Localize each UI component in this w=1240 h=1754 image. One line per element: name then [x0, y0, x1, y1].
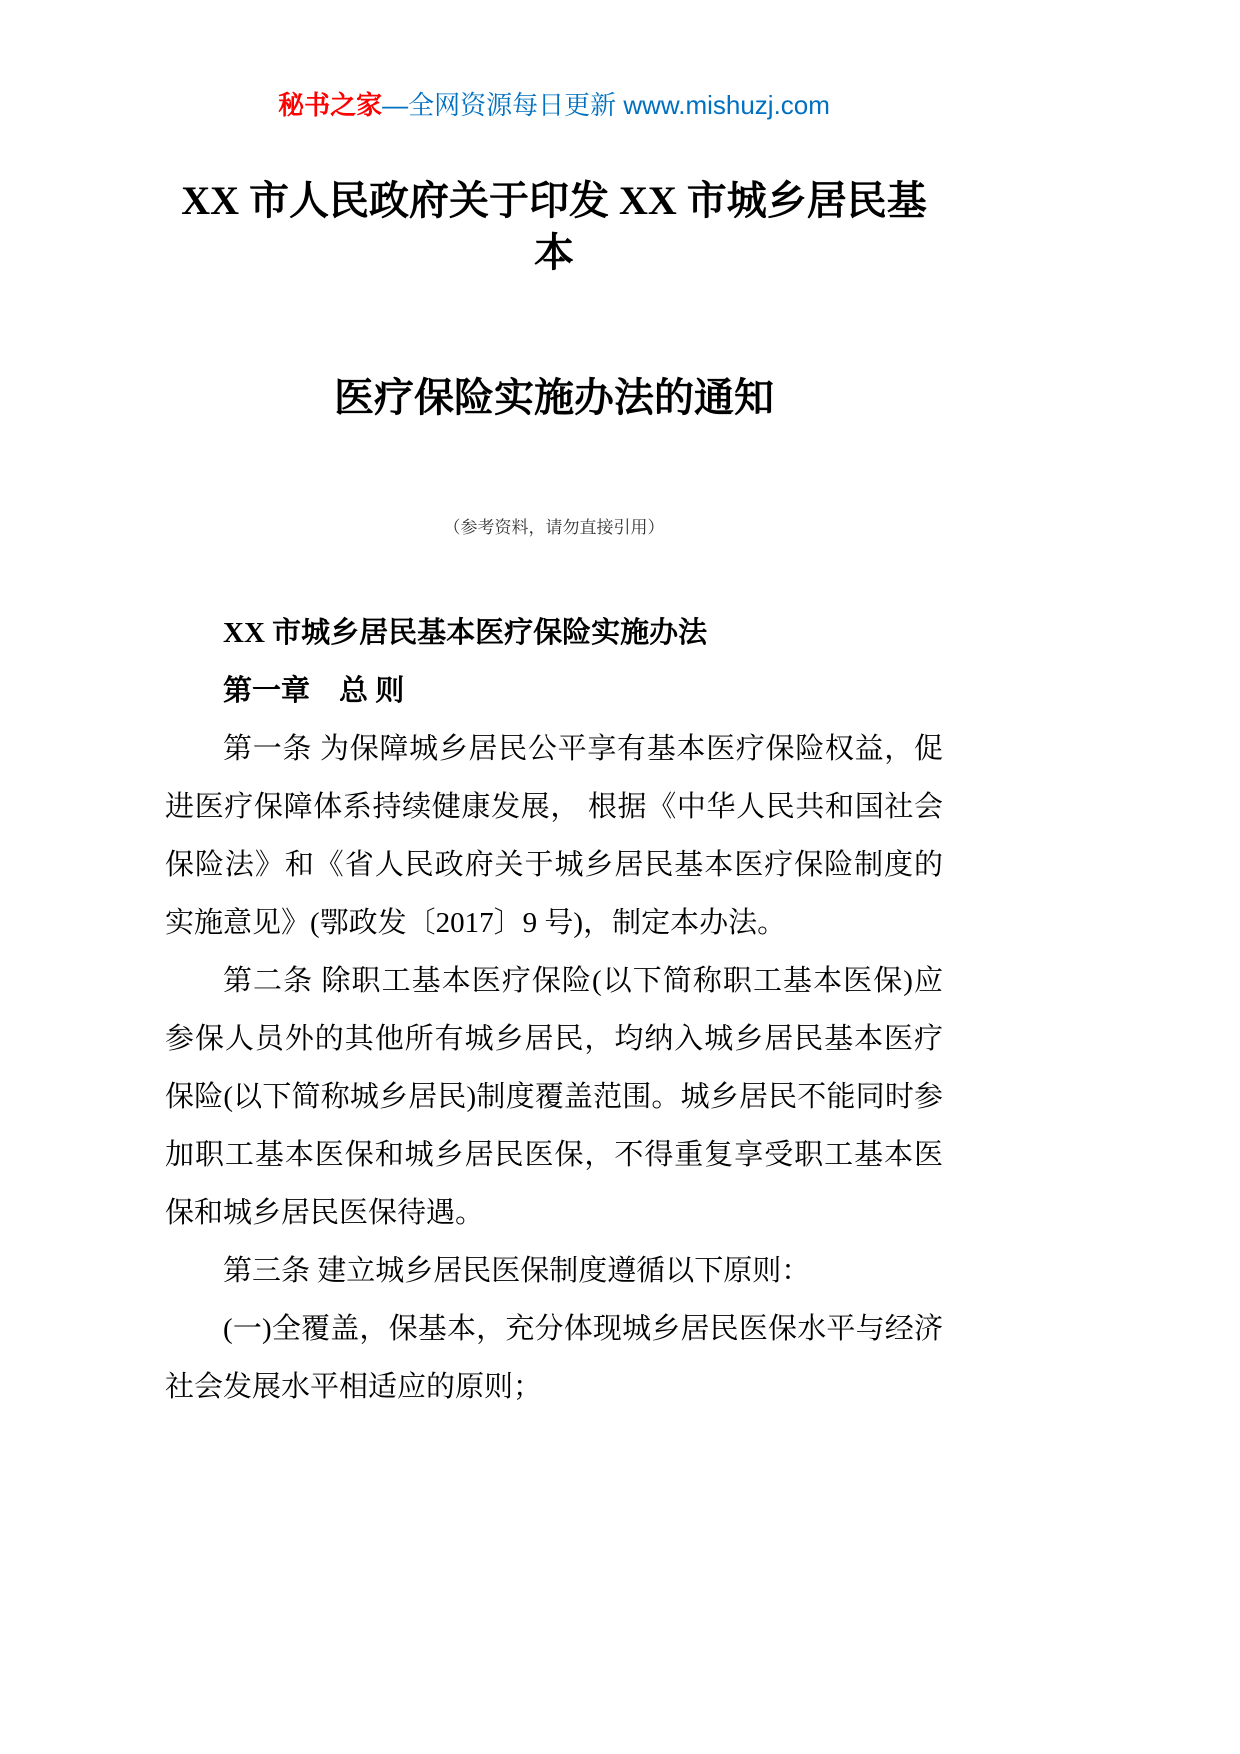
- paragraph-article-2: 第二条 除职工基本医疗保险(以下简称职工基本医保)应参保人员外的其他所有城乡居民，均纳入城乡居民基本医疗保险(以下简称城乡居民)制度覆盖范围。城乡居民不能同时参加职工基本医保和城乡居民医保，不得重复享受职工基本医保和城乡居民医保待遇。: [165, 965, 943, 1229]
- document-title-line-1: XX 市人民政府关于印发 XX 市城乡居民基本: [181, 178, 927, 275]
- chapter-heading: 第一章 总 则: [223, 675, 405, 707]
- page-content: [165, 0, 943, 1416]
- paragraph-article-3: 第三条 建立城乡居民医保制度遵循以下原则：: [223, 1255, 811, 1287]
- document-title: [165, 175, 943, 424]
- document-body: [165, 604, 943, 1416]
- paragraph-article-1: 第一条 为保障城乡居民公平享有基本医疗保险权益，促进医疗保障体系持续健康发展， 根据《中华人民共和国社会保险法》和《省人民政府关于城乡居民基本医疗保险制度的实施意见》(鄂政发〔2017〕9 号)，制定本办法。: [165, 733, 943, 939]
- paragraph-item-1: (一)全覆盖，保基本，充分体现城乡居民医保水平与经济社会发展水平相适应的原则；: [165, 1313, 943, 1403]
- site-header: [165, 0, 943, 123]
- regulation-title: XX 市城乡居民基本医疗保险实施办法: [223, 617, 708, 649]
- reference-note: （参考资料，请勿直接引用）: [443, 518, 665, 537]
- document-title-line-2: 医疗保险实施办法的通知: [334, 375, 774, 420]
- site-url-link[interactable]: www.mishuzj.com: [623, 90, 830, 120]
- site-brand: 秘书之家: [278, 91, 383, 120]
- site-tagline: —全网资源每日更新: [382, 90, 624, 120]
